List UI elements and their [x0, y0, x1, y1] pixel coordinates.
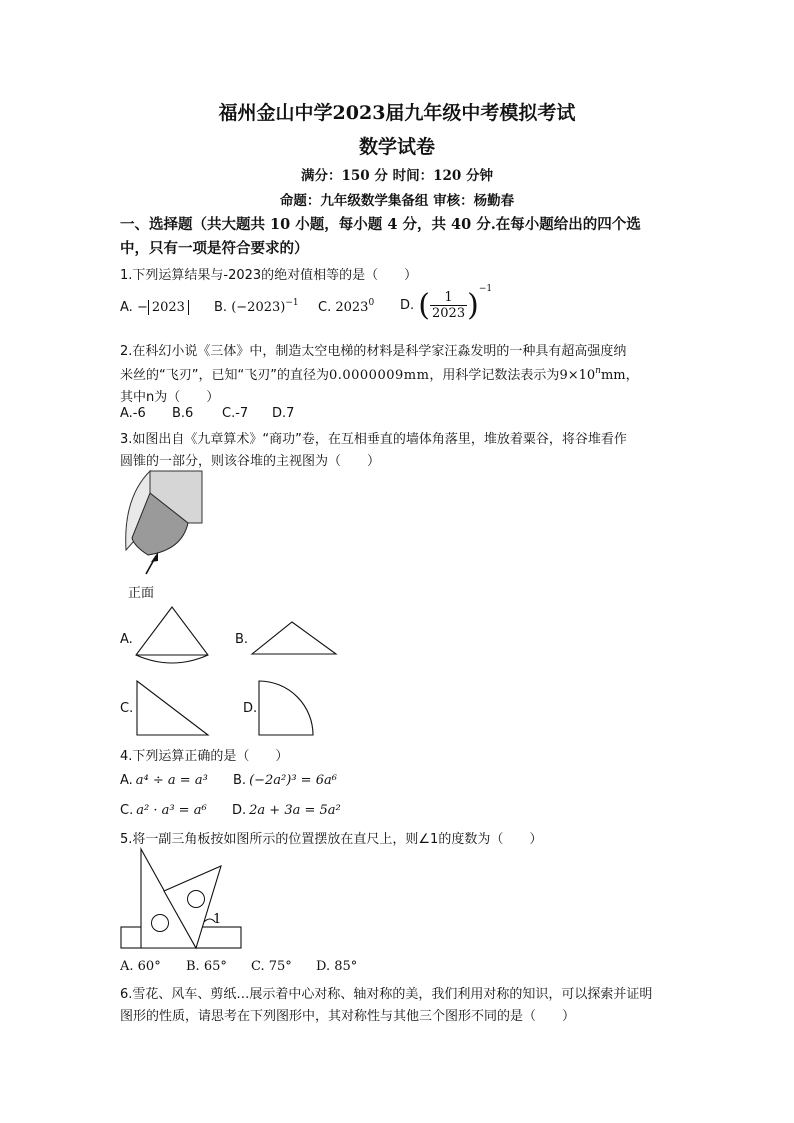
- q5-option-a: A. 60°: [120, 959, 161, 974]
- q1-d-denominator: 2023: [432, 306, 466, 321]
- q2-line2-a: 米丝的“飞刃”，已知“飞刃”的直径为: [120, 368, 329, 383]
- q1-stem: 1.下列运算结果与-2023的绝对值相等的是（ ）: [120, 268, 418, 283]
- q4-d-label: D.: [232, 803, 247, 818]
- q4-c-expr: a² · a³ = a⁶: [136, 803, 207, 818]
- q3-option-c-label: C.: [120, 701, 134, 716]
- section-heading-line1: 一、选择题（共大题共 10 小题，每小题 4 分，共 40 分.在每小题给出的四个选: [120, 216, 641, 233]
- score-time-line: 满分：150 分 时间：120 分钟: [301, 168, 493, 184]
- q2-line2-c: ，: [625, 368, 639, 383]
- q4-option-a: [120, 773, 208, 788]
- q2-line3: 其中n为（ ）: [120, 390, 220, 405]
- q5-triangle-ruler-figure: [118, 846, 246, 952]
- q5-option-d: D. 85°: [316, 959, 358, 974]
- q4-option-d: [232, 803, 341, 818]
- q3-option-a-figure: [132, 604, 212, 664]
- q1-d-label: D.: [400, 298, 415, 313]
- q4-option-b: [233, 773, 337, 788]
- q1-option-a: A. − 2023: [120, 300, 189, 315]
- q4-b-label: B.: [233, 773, 247, 788]
- q2-diameter-value: 0.0000009mm: [328, 368, 430, 383]
- q2-line1: 2.在科幻小说《三体》中，制造太空电梯的材料是科学家汪淼发明的一种具有超高强度纳: [120, 344, 627, 359]
- exam-title: 福州金山中学2023届九年级中考模拟考试: [218, 102, 576, 124]
- q2-sci-unit: mm: [600, 368, 626, 383]
- q1-b-label: B.: [214, 300, 228, 315]
- q4-b-expr: (−2a²)³ = 6a⁶: [249, 773, 337, 788]
- q1-c-exp: 0: [368, 298, 375, 308]
- q3-option-c-figure: [134, 678, 214, 740]
- q3-line1: 3.如图出自《九章算术》“商功”卷，在互相垂直的墙体角落里，堆放着粟谷，将谷堆看作: [120, 432, 627, 447]
- q1-a-value: 2023: [148, 300, 189, 315]
- q1-b-exp: −1: [285, 298, 299, 308]
- q5-option-b: B. 65°: [186, 959, 227, 974]
- q1-a-label: A.: [120, 300, 133, 315]
- q1-c-label: C.: [318, 300, 332, 315]
- q1-d-numerator: 1: [430, 290, 467, 306]
- q2-option-b: B.6: [172, 406, 194, 421]
- section-heading-line2: 中，只有一项是符合要求的）: [120, 240, 309, 257]
- q2-line2-b: ，用科学记数法表示为: [429, 368, 560, 383]
- q3-option-b-label: B.: [235, 632, 249, 647]
- q4-d-expr: 2a + 3a = 5a²: [249, 803, 341, 818]
- q4-stem: 4.下列运算正确的是（ ）: [120, 749, 289, 764]
- q2-option-d: D.7: [272, 406, 295, 421]
- q6-line2: 图形的性质，请思考在下列图形中，其对称性与其他三个图形不同的是（ ）: [120, 1009, 576, 1024]
- q5-option-c: C. 75°: [251, 959, 292, 974]
- quarter-circle-shape: [259, 681, 313, 735]
- q4-a-expr: a⁴ ÷ a = a³: [135, 773, 208, 788]
- right-triangle-shape: [137, 681, 208, 735]
- q2-line2: [120, 364, 639, 383]
- q1-option-b: [214, 300, 299, 315]
- q5-stem: 5.将一副三角板按如图所示的位置摆放在直尺上，则∠1的度数为（ ）: [120, 832, 543, 847]
- q2-sci-exp: n: [595, 366, 601, 376]
- q3-option-d-figure: [256, 678, 320, 740]
- q3-line2: 圆锥的一部分，则该谷堆的主视图为（ ）: [120, 454, 381, 469]
- q1-c-base: 2023: [335, 300, 369, 315]
- q3-option-d-label: D.: [243, 701, 258, 716]
- q4-c-label: C.: [120, 803, 134, 818]
- q4-option-c: [120, 803, 207, 818]
- q6-line1: 6.雪花、风车、剪纸…展示着中心对称、轴对称的美，我们利用对称的知识，可以探索并证明: [120, 987, 653, 1002]
- q1-b-base: (−2023): [231, 300, 286, 315]
- q1-option-d: D. ( $\frac{1}{2023}$ )$^{-1}$: [400, 284, 493, 323]
- triangle-shape: [252, 622, 336, 654]
- q2-option-a: A.-6: [120, 406, 146, 421]
- q2-sci-expr: 9×10: [559, 368, 596, 383]
- q2-option-c: C.-7: [222, 406, 249, 421]
- q1-option-c: [318, 300, 374, 315]
- authors-line: 命题：九年级数学集备组 审核：杨勤春: [279, 193, 515, 209]
- exam-subtitle: 数学试卷: [358, 136, 435, 158]
- q1-d-fraction: [430, 290, 467, 321]
- q3-front-label: 正面: [128, 586, 155, 601]
- q1-d-exp: −1: [478, 284, 493, 294]
- angle-1-label: 1: [213, 912, 222, 927]
- q3-option-a-label: A.: [120, 632, 133, 647]
- q3-option-b-figure: [248, 618, 340, 658]
- q4-a-label: A.: [120, 773, 133, 788]
